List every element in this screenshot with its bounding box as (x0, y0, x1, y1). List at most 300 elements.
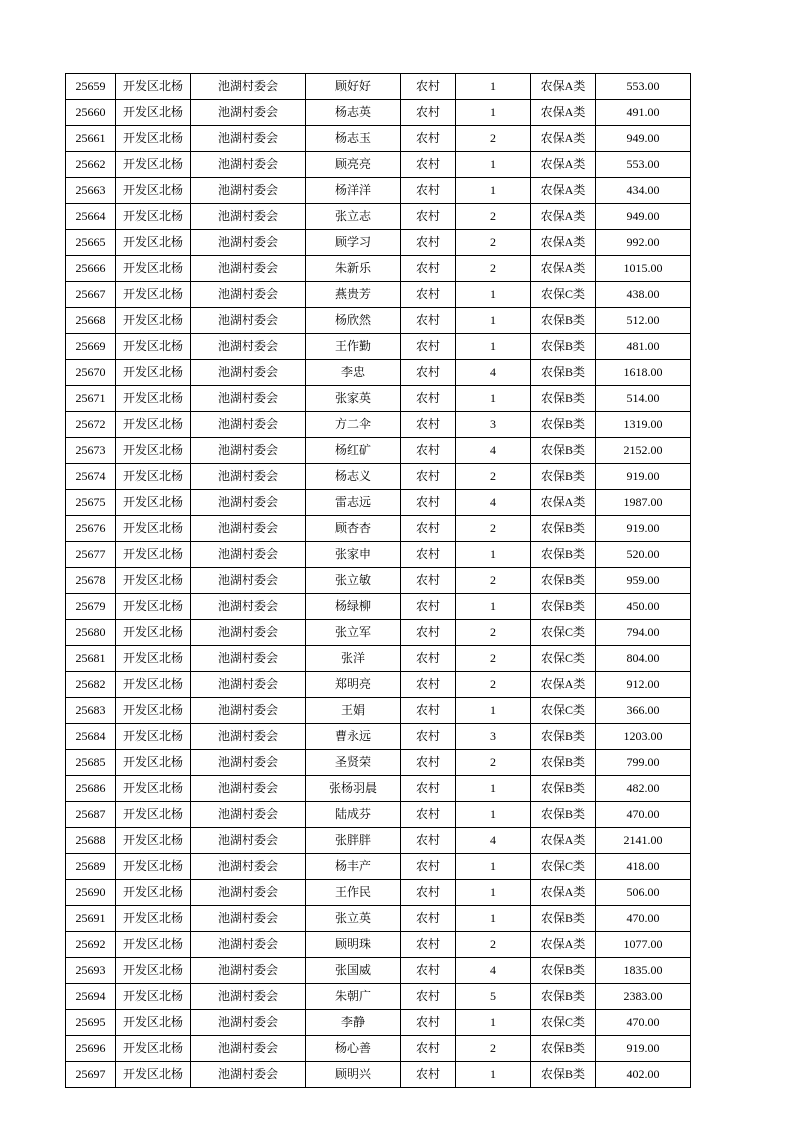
cell-serial: 25681 (66, 646, 116, 672)
cell-residence-type: 农村 (401, 724, 456, 750)
cell-insurance-category: 农保A类 (531, 256, 596, 282)
cell-village: 池湖村委会 (191, 802, 306, 828)
cell-district: 开发区北杨 (116, 698, 191, 724)
cell-person-count: 1 (456, 1062, 531, 1088)
table-row (66, 126, 691, 152)
cell-person-count: 2 (456, 672, 531, 698)
cell-village: 池湖村委会 (191, 958, 306, 984)
cell-insurance-category: 农保C类 (531, 646, 596, 672)
cell-person-count: 1 (456, 776, 531, 802)
cell-name: 王娟 (306, 698, 401, 724)
cell-district: 开发区北杨 (116, 386, 191, 412)
cell-village: 池湖村委会 (191, 880, 306, 906)
cell-residence-type: 农村 (401, 256, 456, 282)
cell-village: 池湖村委会 (191, 386, 306, 412)
cell-village: 池湖村委会 (191, 126, 306, 152)
cell-amount: 912.00 (596, 672, 691, 698)
cell-name: 张杨羽晨 (306, 776, 401, 802)
cell-insurance-category: 农保C类 (531, 620, 596, 646)
cell-district: 开发区北杨 (116, 464, 191, 490)
cell-amount: 434.00 (596, 178, 691, 204)
cell-district: 开发区北杨 (116, 282, 191, 308)
cell-village: 池湖村委会 (191, 490, 306, 516)
cell-insurance-category: 农保B类 (531, 438, 596, 464)
table-row (66, 1036, 691, 1062)
cell-person-count: 1 (456, 74, 531, 100)
cell-name: 王作民 (306, 880, 401, 906)
cell-name: 方二伞 (306, 412, 401, 438)
cell-amount: 520.00 (596, 542, 691, 568)
cell-residence-type: 农村 (401, 334, 456, 360)
cell-name: 杨洋洋 (306, 178, 401, 204)
cell-name: 杨志义 (306, 464, 401, 490)
cell-residence-type: 农村 (401, 412, 456, 438)
cell-name: 张立志 (306, 204, 401, 230)
cell-person-count: 2 (456, 620, 531, 646)
cell-amount: 804.00 (596, 646, 691, 672)
cell-district: 开发区北杨 (116, 438, 191, 464)
cell-district: 开发区北杨 (116, 74, 191, 100)
table-row (66, 750, 691, 776)
table-row (66, 152, 691, 178)
cell-serial: 25659 (66, 74, 116, 100)
cell-person-count: 1 (456, 178, 531, 204)
cell-name: 张胖胖 (306, 828, 401, 854)
cell-amount: 1618.00 (596, 360, 691, 386)
cell-amount: 438.00 (596, 282, 691, 308)
cell-person-count: 4 (456, 360, 531, 386)
table-row (66, 204, 691, 230)
cell-residence-type: 农村 (401, 152, 456, 178)
cell-district: 开发区北杨 (116, 1010, 191, 1036)
cell-person-count: 2 (456, 516, 531, 542)
cell-insurance-category: 农保C类 (531, 854, 596, 880)
cell-name: 杨丰产 (306, 854, 401, 880)
cell-insurance-category: 农保B类 (531, 516, 596, 542)
cell-residence-type: 农村 (401, 698, 456, 724)
cell-residence-type: 农村 (401, 594, 456, 620)
cell-residence-type: 农村 (401, 750, 456, 776)
cell-person-count: 1 (456, 594, 531, 620)
cell-amount: 418.00 (596, 854, 691, 880)
table-row (66, 334, 691, 360)
cell-residence-type: 农村 (401, 126, 456, 152)
cell-name: 陆成芬 (306, 802, 401, 828)
cell-amount: 919.00 (596, 1036, 691, 1062)
cell-village: 池湖村委会 (191, 256, 306, 282)
cell-insurance-category: 农保B类 (531, 1036, 596, 1062)
cell-name: 杨欣然 (306, 308, 401, 334)
cell-name: 张国威 (306, 958, 401, 984)
cell-district: 开发区北杨 (116, 412, 191, 438)
cell-insurance-category: 农保B类 (531, 360, 596, 386)
cell-village: 池湖村委会 (191, 282, 306, 308)
table-row (66, 802, 691, 828)
cell-residence-type: 农村 (401, 74, 456, 100)
cell-amount: 482.00 (596, 776, 691, 802)
table-row (66, 958, 691, 984)
cell-amount: 799.00 (596, 750, 691, 776)
cell-amount: 1077.00 (596, 932, 691, 958)
cell-residence-type: 农村 (401, 308, 456, 334)
cell-district: 开发区北杨 (116, 568, 191, 594)
cell-person-count: 1 (456, 542, 531, 568)
cell-name: 朱新乐 (306, 256, 401, 282)
cell-amount: 506.00 (596, 880, 691, 906)
cell-serial: 25679 (66, 594, 116, 620)
cell-village: 池湖村委会 (191, 672, 306, 698)
cell-insurance-category: 农保B类 (531, 776, 596, 802)
cell-insurance-category: 农保B类 (531, 724, 596, 750)
cell-person-count: 2 (456, 126, 531, 152)
cell-residence-type: 农村 (401, 464, 456, 490)
table-row (66, 464, 691, 490)
cell-residence-type: 农村 (401, 802, 456, 828)
cell-residence-type: 农村 (401, 282, 456, 308)
cell-village: 池湖村委会 (191, 464, 306, 490)
cell-amount: 450.00 (596, 594, 691, 620)
cell-person-count: 2 (456, 230, 531, 256)
cell-residence-type: 农村 (401, 100, 456, 126)
table-body (66, 74, 691, 1088)
cell-serial: 25686 (66, 776, 116, 802)
cell-person-count: 4 (456, 958, 531, 984)
cell-person-count: 2 (456, 750, 531, 776)
cell-village: 池湖村委会 (191, 100, 306, 126)
cell-amount: 402.00 (596, 1062, 691, 1088)
cell-person-count: 4 (456, 490, 531, 516)
cell-district: 开发区北杨 (116, 230, 191, 256)
cell-name: 杨志玉 (306, 126, 401, 152)
cell-serial: 25695 (66, 1010, 116, 1036)
cell-serial: 25692 (66, 932, 116, 958)
cell-person-count: 1 (456, 880, 531, 906)
cell-amount: 470.00 (596, 906, 691, 932)
cell-name: 李静 (306, 1010, 401, 1036)
cell-residence-type: 农村 (401, 1036, 456, 1062)
cell-serial: 25673 (66, 438, 116, 464)
cell-person-count: 1 (456, 906, 531, 932)
cell-person-count: 2 (456, 646, 531, 672)
cell-serial: 25689 (66, 854, 116, 880)
cell-residence-type: 农村 (401, 854, 456, 880)
cell-village: 池湖村委会 (191, 516, 306, 542)
cell-insurance-category: 农保B类 (531, 958, 596, 984)
cell-insurance-category: 农保B类 (531, 802, 596, 828)
cell-amount: 2141.00 (596, 828, 691, 854)
cell-village: 池湖村委会 (191, 334, 306, 360)
cell-serial: 25685 (66, 750, 116, 776)
table-row (66, 256, 691, 282)
cell-district: 开发区北杨 (116, 308, 191, 334)
cell-district: 开发区北杨 (116, 516, 191, 542)
cell-serial: 25676 (66, 516, 116, 542)
table-row (66, 594, 691, 620)
cell-district: 开发区北杨 (116, 1036, 191, 1062)
cell-name: 顾亮亮 (306, 152, 401, 178)
cell-district: 开发区北杨 (116, 828, 191, 854)
cell-insurance-category: 农保A类 (531, 932, 596, 958)
table-row (66, 230, 691, 256)
cell-serial: 25661 (66, 126, 116, 152)
cell-serial: 25696 (66, 1036, 116, 1062)
cell-insurance-category: 农保B类 (531, 334, 596, 360)
table-row (66, 724, 691, 750)
cell-district: 开发区北杨 (116, 204, 191, 230)
cell-name: 李忠 (306, 360, 401, 386)
cell-serial: 25683 (66, 698, 116, 724)
cell-serial: 25669 (66, 334, 116, 360)
cell-residence-type: 农村 (401, 438, 456, 464)
cell-amount: 366.00 (596, 698, 691, 724)
cell-insurance-category: 农保B类 (531, 594, 596, 620)
cell-village: 池湖村委会 (191, 1062, 306, 1088)
cell-insurance-category: 农保B类 (531, 542, 596, 568)
cell-district: 开发区北杨 (116, 854, 191, 880)
cell-village: 池湖村委会 (191, 828, 306, 854)
cell-name: 杨志英 (306, 100, 401, 126)
cell-district: 开发区北杨 (116, 126, 191, 152)
cell-district: 开发区北杨 (116, 646, 191, 672)
table-row (66, 542, 691, 568)
cell-district: 开发区北杨 (116, 984, 191, 1010)
cell-insurance-category: 农保A类 (531, 152, 596, 178)
cell-residence-type: 农村 (401, 1010, 456, 1036)
cell-serial: 25694 (66, 984, 116, 1010)
table-row (66, 74, 691, 100)
cell-serial: 25697 (66, 1062, 116, 1088)
cell-name: 燕贵芳 (306, 282, 401, 308)
cell-serial: 25671 (66, 386, 116, 412)
cell-name: 张立英 (306, 906, 401, 932)
cell-person-count: 1 (456, 386, 531, 412)
cell-name: 杨心善 (306, 1036, 401, 1062)
cell-person-count: 1 (456, 308, 531, 334)
cell-residence-type: 农村 (401, 880, 456, 906)
cell-name: 顾学习 (306, 230, 401, 256)
cell-insurance-category: 农保B类 (531, 906, 596, 932)
table-row (66, 828, 691, 854)
cell-village: 池湖村委会 (191, 308, 306, 334)
cell-district: 开发区北杨 (116, 958, 191, 984)
cell-serial: 25690 (66, 880, 116, 906)
cell-person-count: 1 (456, 334, 531, 360)
table-row (66, 646, 691, 672)
cell-amount: 491.00 (596, 100, 691, 126)
cell-village: 池湖村委会 (191, 646, 306, 672)
cell-insurance-category: 农保A类 (531, 672, 596, 698)
cell-name: 张立敏 (306, 568, 401, 594)
cell-district: 开发区北杨 (116, 360, 191, 386)
cell-insurance-category: 农保C类 (531, 1010, 596, 1036)
table-row (66, 984, 691, 1010)
cell-residence-type: 农村 (401, 178, 456, 204)
cell-amount: 919.00 (596, 464, 691, 490)
cell-district: 开发区北杨 (116, 178, 191, 204)
cell-village: 池湖村委会 (191, 568, 306, 594)
cell-serial: 25675 (66, 490, 116, 516)
table-row (66, 360, 691, 386)
cell-serial: 25674 (66, 464, 116, 490)
cell-person-count: 1 (456, 100, 531, 126)
table-row (66, 282, 691, 308)
cell-district: 开发区北杨 (116, 932, 191, 958)
cell-insurance-category: 农保A类 (531, 204, 596, 230)
cell-person-count: 1 (456, 282, 531, 308)
table-row (66, 776, 691, 802)
cell-amount: 1203.00 (596, 724, 691, 750)
cell-person-count: 3 (456, 724, 531, 750)
cell-name: 曹永远 (306, 724, 401, 750)
cell-residence-type: 农村 (401, 386, 456, 412)
cell-district: 开发区北杨 (116, 256, 191, 282)
cell-residence-type: 农村 (401, 1062, 456, 1088)
cell-serial: 25684 (66, 724, 116, 750)
cell-amount: 470.00 (596, 1010, 691, 1036)
cell-residence-type: 农村 (401, 828, 456, 854)
cell-amount: 794.00 (596, 620, 691, 646)
cell-district: 开发区北杨 (116, 776, 191, 802)
cell-amount: 2383.00 (596, 984, 691, 1010)
insurance-payment-table (65, 73, 691, 1088)
cell-residence-type: 农村 (401, 568, 456, 594)
cell-person-count: 1 (456, 152, 531, 178)
cell-serial: 25663 (66, 178, 116, 204)
cell-district: 开发区北杨 (116, 152, 191, 178)
cell-insurance-category: 农保B类 (531, 984, 596, 1010)
cell-residence-type: 农村 (401, 620, 456, 646)
cell-serial: 25664 (66, 204, 116, 230)
cell-insurance-category: 农保B类 (531, 412, 596, 438)
cell-residence-type: 农村 (401, 672, 456, 698)
cell-residence-type: 农村 (401, 958, 456, 984)
table-row (66, 1062, 691, 1088)
cell-person-count: 5 (456, 984, 531, 1010)
cell-insurance-category: 农保A类 (531, 100, 596, 126)
cell-insurance-category: 农保B类 (531, 308, 596, 334)
cell-insurance-category: 农保B类 (531, 568, 596, 594)
cell-serial: 25687 (66, 802, 116, 828)
cell-residence-type: 农村 (401, 542, 456, 568)
table-row (66, 178, 691, 204)
table-row (66, 516, 691, 542)
cell-serial: 25691 (66, 906, 116, 932)
cell-name: 张立军 (306, 620, 401, 646)
table-row (66, 308, 691, 334)
cell-residence-type: 农村 (401, 490, 456, 516)
cell-amount: 949.00 (596, 126, 691, 152)
cell-amount: 553.00 (596, 74, 691, 100)
cell-person-count: 2 (456, 204, 531, 230)
cell-amount: 512.00 (596, 308, 691, 334)
cell-district: 开发区北杨 (116, 880, 191, 906)
cell-amount: 470.00 (596, 802, 691, 828)
cell-insurance-category: 农保A类 (531, 230, 596, 256)
cell-serial: 25666 (66, 256, 116, 282)
cell-district: 开发区北杨 (116, 906, 191, 932)
cell-serial: 25682 (66, 672, 116, 698)
cell-residence-type: 农村 (401, 360, 456, 386)
cell-district: 开发区北杨 (116, 1062, 191, 1088)
cell-village: 池湖村委会 (191, 438, 306, 464)
cell-residence-type: 农村 (401, 984, 456, 1010)
cell-district: 开发区北杨 (116, 620, 191, 646)
cell-name: 杨红矿 (306, 438, 401, 464)
cell-village: 池湖村委会 (191, 854, 306, 880)
cell-person-count: 2 (456, 256, 531, 282)
cell-serial: 25693 (66, 958, 116, 984)
cell-village: 池湖村委会 (191, 932, 306, 958)
cell-insurance-category: 农保C类 (531, 698, 596, 724)
table-row (66, 412, 691, 438)
cell-serial: 25677 (66, 542, 116, 568)
cell-village: 池湖村委会 (191, 1010, 306, 1036)
table-row (66, 438, 691, 464)
cell-amount: 1319.00 (596, 412, 691, 438)
table-row (66, 880, 691, 906)
cell-district: 开发区北杨 (116, 672, 191, 698)
cell-district: 开发区北杨 (116, 490, 191, 516)
cell-amount: 1015.00 (596, 256, 691, 282)
cell-village: 池湖村委会 (191, 178, 306, 204)
cell-amount: 553.00 (596, 152, 691, 178)
cell-village: 池湖村委会 (191, 906, 306, 932)
cell-district: 开发区北杨 (116, 594, 191, 620)
cell-amount: 1987.00 (596, 490, 691, 516)
cell-insurance-category: 农保A类 (531, 828, 596, 854)
cell-insurance-category: 农保A类 (531, 74, 596, 100)
cell-name: 王作勤 (306, 334, 401, 360)
cell-insurance-category: 农保B类 (531, 750, 596, 776)
cell-amount: 959.00 (596, 568, 691, 594)
cell-village: 池湖村委会 (191, 542, 306, 568)
cell-name: 顾明珠 (306, 932, 401, 958)
cell-serial: 25678 (66, 568, 116, 594)
cell-serial: 25662 (66, 152, 116, 178)
cell-person-count: 4 (456, 438, 531, 464)
cell-person-count: 2 (456, 932, 531, 958)
cell-name: 张家申 (306, 542, 401, 568)
cell-village: 池湖村委会 (191, 152, 306, 178)
table-row (66, 386, 691, 412)
cell-residence-type: 农村 (401, 776, 456, 802)
cell-name: 顾杏杏 (306, 516, 401, 542)
cell-serial: 25660 (66, 100, 116, 126)
table-row (66, 620, 691, 646)
cell-village: 池湖村委会 (191, 204, 306, 230)
cell-insurance-category: 农保B类 (531, 386, 596, 412)
cell-insurance-category: 农保B类 (531, 1062, 596, 1088)
cell-village: 池湖村委会 (191, 750, 306, 776)
cell-district: 开发区北杨 (116, 802, 191, 828)
cell-residence-type: 农村 (401, 230, 456, 256)
cell-amount: 481.00 (596, 334, 691, 360)
cell-person-count: 1 (456, 698, 531, 724)
cell-amount: 1835.00 (596, 958, 691, 984)
cell-residence-type: 农村 (401, 932, 456, 958)
cell-person-count: 3 (456, 412, 531, 438)
cell-insurance-category: 农保B类 (531, 464, 596, 490)
cell-insurance-category: 农保C类 (531, 282, 596, 308)
table-row (66, 100, 691, 126)
cell-amount: 992.00 (596, 230, 691, 256)
cell-insurance-category: 农保A类 (531, 178, 596, 204)
cell-village: 池湖村委会 (191, 984, 306, 1010)
cell-amount: 2152.00 (596, 438, 691, 464)
table-row (66, 932, 691, 958)
cell-insurance-category: 农保A类 (531, 490, 596, 516)
cell-village: 池湖村委会 (191, 230, 306, 256)
